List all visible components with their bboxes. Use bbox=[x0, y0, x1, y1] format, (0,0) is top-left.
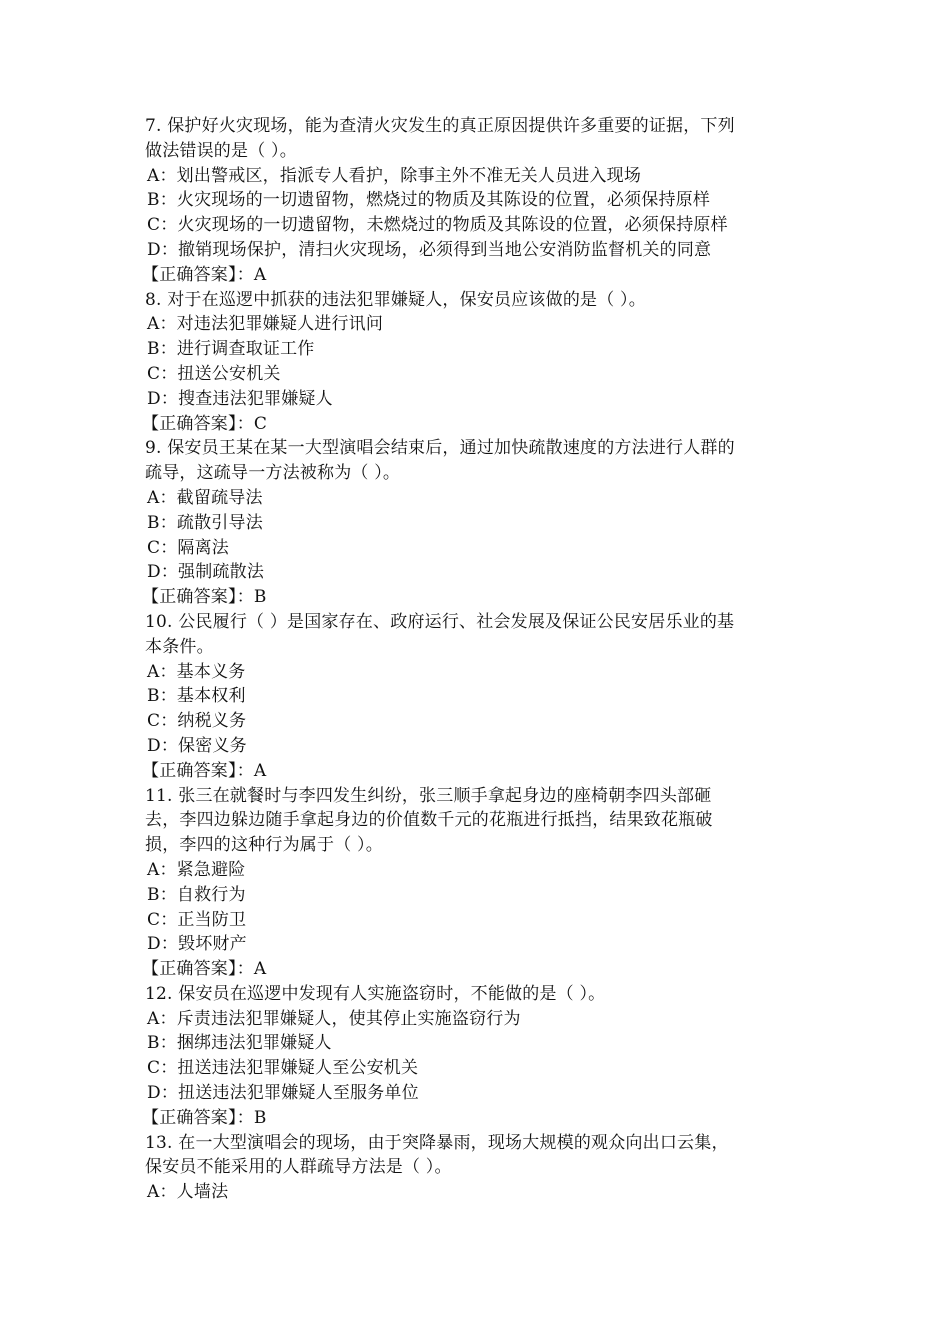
answer-option: D：搜查违法犯罪嫌疑人 bbox=[147, 388, 333, 409]
question-stem-line: 11. 张三在就餐时与李四发生纠纷，张三顺手拿起身边的座椅朝李四头部砸 bbox=[145, 785, 712, 806]
answer-option: A：对违法犯罪嫌疑人进行讯问 bbox=[147, 314, 384, 335]
answer-option: C：隔离法 bbox=[147, 537, 230, 558]
question-stem-line: 本条件。 bbox=[145, 636, 214, 657]
answer-option: C：纳税义务 bbox=[147, 711, 247, 732]
answer-option: C：火灾现场的一切遗留物，未燃烧过的物质及其陈设的位置，必须保持原样 bbox=[147, 215, 728, 236]
answer-option: B：疏散引导法 bbox=[147, 512, 263, 533]
answer-option: A：划出警戒区，指派专人看护，除事主外不准无关人员进入现场 bbox=[147, 165, 642, 186]
question-stem-line: 疏导，这疏导一方法被称为（ ）。 bbox=[145, 463, 401, 484]
answer-option: D：毁坏财产 bbox=[147, 934, 247, 955]
answer-option: D：强制疏散法 bbox=[147, 562, 265, 583]
correct-answer: 【正确答案】：C bbox=[142, 413, 268, 434]
answer-option: A：斥责违法犯罪嫌疑人，使其停止实施盗窃行为 bbox=[147, 1008, 521, 1029]
question-stem-line: 保安员不能采用的人群疏导方法是（ ）。 bbox=[145, 1157, 452, 1178]
question-block bbox=[142, 982, 813, 1131]
answer-option: B：基本权利 bbox=[147, 686, 246, 707]
question-block bbox=[142, 784, 813, 982]
correct-answer: 【正确答案】：B bbox=[142, 587, 267, 608]
document-page bbox=[142, 114, 813, 1205]
question-stem-line: 损，李四的这种行为属于（ ）。 bbox=[145, 835, 383, 856]
answer-option: B：进行调查取证工作 bbox=[147, 339, 315, 360]
question-stem-line: 13. 在一大型演唱会的现场，由于突降暴雨，现场大规模的观众向出口云集， bbox=[145, 1132, 729, 1153]
question-block bbox=[142, 610, 813, 784]
question-stem-line: 去，李四边躲边随手拿起身边的价值数千元的花瓶进行抵挡，结果致花瓶破 bbox=[145, 810, 713, 831]
answer-option: A：基本义务 bbox=[147, 661, 246, 682]
correct-answer: 【正确答案】：B bbox=[142, 1107, 267, 1128]
answer-option: B：火灾现场的一切遗留物，燃烧过的物质及其陈设的位置，必须保持原样 bbox=[147, 190, 711, 211]
question-stem-line: 12. 保安员在巡逻中发现有人实施盗窃时，不能做的是（ ）。 bbox=[145, 983, 606, 1004]
correct-answer: 【正确答案】：A bbox=[142, 959, 267, 980]
answer-option: B：自救行为 bbox=[147, 884, 246, 905]
answer-option: C：正当防卫 bbox=[147, 909, 247, 930]
question-stem-line: 9. 保安员王某在某一大型演唱会结束后，通过加快疏散速度的方法进行人群的 bbox=[145, 438, 735, 459]
question-stem-line: 10. 公民履行（ ）是国家存在、政府运行、社会发展及保证公民安居乐业的基 bbox=[145, 611, 735, 632]
question-block bbox=[142, 436, 813, 610]
answer-option: C：扭送违法犯罪嫌疑人至公安机关 bbox=[147, 1058, 419, 1079]
question-block bbox=[145, 1131, 813, 1205]
question-block bbox=[142, 114, 813, 288]
question-stem-line: 8. 对于在巡逻中抓获的违法犯罪嫌疑人，保安员应该做的是（ ）。 bbox=[145, 289, 646, 310]
answer-option: D：扭送违法犯罪嫌疑人至服务单位 bbox=[147, 1083, 419, 1104]
answer-option: D：撤销现场保护，清扫火灾现场，必须得到当地公安消防监督机关的同意 bbox=[147, 239, 712, 260]
answer-option: C：扭送公安机关 bbox=[147, 363, 281, 384]
correct-answer: 【正确答案】：A bbox=[142, 264, 267, 285]
correct-answer: 【正确答案】：A bbox=[142, 760, 267, 781]
answer-option: B：捆绑违法犯罪嫌疑人 bbox=[147, 1033, 332, 1054]
answer-option: D：保密义务 bbox=[147, 735, 247, 756]
question-stem-line: 7. 保护好火灾现场，能为查清火灾发生的真正原因提供许多重要的证据，下列 bbox=[145, 116, 735, 136]
answer-option: A：紧急避险 bbox=[147, 859, 246, 880]
answer-option: A：人墙法 bbox=[147, 1182, 229, 1203]
question-stem-line: 做法错误的是（ ）。 bbox=[145, 140, 297, 161]
answer-option: A：截留疏导法 bbox=[147, 487, 263, 508]
question-block bbox=[142, 288, 813, 437]
